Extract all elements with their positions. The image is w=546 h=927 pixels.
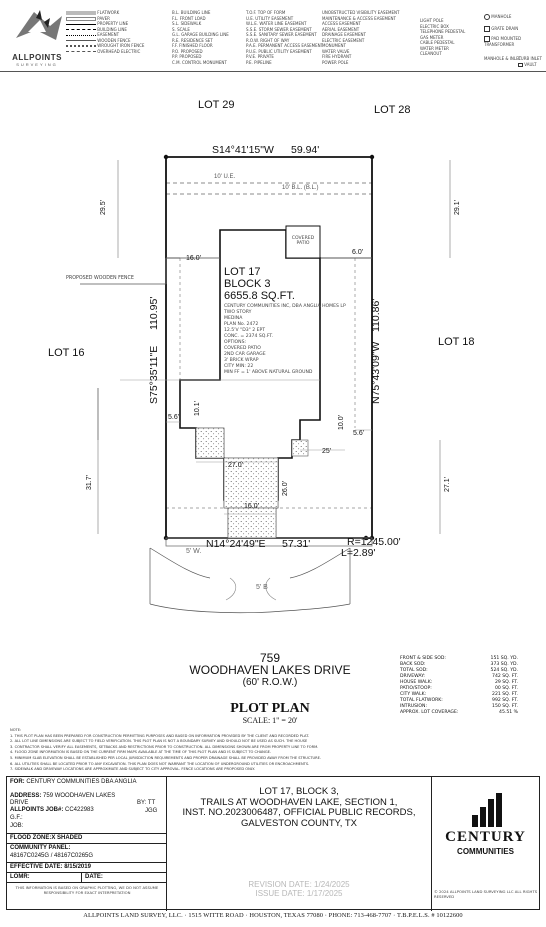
legal-description	[167, 777, 431, 911]
legal-line-2: TRAILS AT WOODHAVEN LAKE, SECTION 1,	[200, 796, 398, 808]
utility-easement-label: 10' U.E.	[214, 174, 236, 180]
century-name: CENTURY	[445, 829, 526, 845]
house-info-8: 3' BRICK WRAP	[224, 358, 259, 363]
area-row: INTRUSION: 150 SQ. FT.	[400, 704, 518, 709]
note-line: 5. MINIMUM SLAB ELEVATION SHALL BE ESTABLISHED PER LOCAL JURISDICTION REQUIREMENTS AND PROPER DRAINAGE SHALL BE PROVIDED AWAY FROM THE STRUCTURE.	[10, 755, 322, 760]
disclaimer: THIS INFORMATION IS BASED ON GRAPHIC PLOTTING, WE DO NOT ASSUME RESPONSIBILITY FOR EXACT INTERPRETATION	[15, 885, 159, 895]
legend-item: GAS METER	[420, 34, 444, 40]
note-line: 4. FLOOD ZONE INFORMATION IS BASED ON THE CURRENT FIRM MAPS AVAILABLE AT THE TIME OF THIS PLOT PLAN AND IS SUBJECT TO CHANGE.	[10, 750, 272, 755]
lot-info-block	[224, 266, 374, 376]
rear-setback-left: 29.5'	[100, 200, 107, 215]
legend-item: P.A.E. PERMANENT ACCESS EASEMENT	[246, 43, 324, 48]
left-bearing: S75°35'11"E	[148, 345, 160, 404]
job2-row: JOB:	[10, 823, 24, 829]
legend-item: G.L. GARAGE BUILDING LINE	[172, 32, 229, 37]
front-distance: 57.31'	[282, 538, 311, 550]
side-setback-16: 16.0'	[186, 255, 201, 262]
covered-patio-label: COVERED PATIO	[291, 236, 315, 246]
legend-item: TELEPHONE PEDESTAL	[420, 29, 466, 34]
dim-10-0: 10.0'	[338, 415, 345, 430]
legend-column-5	[420, 18, 480, 57]
lot-area: 6655.8 SQ.FT.	[224, 290, 295, 302]
block-number: BLOCK 3	[224, 278, 271, 290]
for-row: FOR: CENTURY COMMUNITIES DBA ANGLIA	[10, 779, 137, 785]
area-row: FRONT & SIDE SOD: 151 SQ. YD.	[400, 656, 518, 661]
side-setback-6: 6.0'	[352, 249, 364, 256]
plot-plan-scale: SCALE: 1" = 20'	[242, 716, 298, 725]
area-row: CITY WALK: 221 SQ. FT.	[400, 692, 518, 697]
right-of-way: (60' R.O.W.)	[242, 677, 298, 688]
copyright: © 2024 ALLPOINTS LAND SURVEYING LLC ALL RIGHTS RESERVED	[434, 889, 538, 899]
rear-distance: 59.94'	[291, 144, 320, 156]
area-row: DRIVEWAY: 742 SQ. FT.	[400, 674, 518, 679]
dim-25: 25'	[322, 448, 332, 455]
note-line: 2. ALL LOT LINE DIMENSIONS ARE SUBJECT TO FIELD VERIFICATION. THIS PLOT PLAN IS NOT A BOUNDARY SURVEY AND SHOULD NOT BE USED AS SUCH. THE HOUSE	[10, 739, 308, 744]
plot-plan-title: PLOT PLAN	[230, 701, 310, 716]
legend-item: B.L. BUILDING LINE	[172, 10, 211, 15]
legend-item: BUILDING LINE	[66, 27, 136, 33]
area-row: BACK SOD: 373 SQ. YD.	[400, 662, 518, 667]
legend-column-1	[66, 10, 145, 54]
legend-item: ELECTRIC BOX	[420, 23, 449, 29]
legend-item: U.E. UTILITY EASEMENT	[246, 15, 294, 21]
community-panel-value: 48167C0245G / 48167C0265G	[10, 853, 94, 859]
issue-date: ISSUE DATE: 1/17/2025	[255, 889, 343, 898]
house-info-5: OPTIONS:	[224, 340, 247, 345]
front-bearing: N14°24'49"E	[206, 538, 266, 550]
curve-length: L=2.89'	[341, 547, 376, 559]
legal-line-3: INST. NO.2023006487, OFFICIAL PUBLIC RECORDS,	[182, 807, 416, 818]
rear-setback-right: 29.1'	[454, 200, 461, 215]
legend-item: GRATE DRAIN	[484, 26, 518, 32]
dim-5-walk: 5' W.	[186, 548, 202, 555]
effective-date: EFFECTIVE DATE: 8/15/2019	[10, 864, 91, 870]
flood-zone: FLOOD ZONE:X SHADED	[10, 835, 83, 841]
area-row: APPROX. LOT COVERAGE: 45.51 %	[400, 710, 518, 715]
legend-item: OVERHEAD ELECTRIC	[66, 49, 136, 55]
dim-27-1: 27.1'	[444, 477, 451, 492]
dim-31-7: 31.7'	[86, 475, 93, 490]
dim-10-1: 10.1'	[194, 401, 201, 416]
legend-item: P.E. PIPELINE	[246, 59, 272, 65]
legend-item: MANHOLE & INLET	[484, 56, 522, 61]
rear-bearing: S14°41'15"W	[212, 144, 274, 156]
legend-item: PAD MOUNTED TRANSFORMER	[484, 36, 522, 47]
street-name: WOODHAVEN LAKES DRIVE	[189, 663, 351, 677]
company-footer: ALLPOINTS LAND SURVEY, LLC. · 1515 WITTE ROAD · HOUSTON, TEXAS 77080 · PHONE: 713-468-7707 · T.B.P.E.L.S. # 10122600	[83, 912, 463, 919]
legend-item: CURB INLET	[518, 56, 542, 61]
legend-item: W.L.E. WATER LINE EASEMENT	[246, 21, 307, 26]
legend-item: WROUGHT IRON FENCE	[66, 43, 136, 49]
allpoints-logo-icon	[6, 8, 68, 48]
legend-item: WOODEN FENCE	[66, 38, 136, 44]
lomr-date: DATE:	[85, 874, 103, 880]
by-row: BY: TT	[137, 800, 156, 806]
legend-item: WATER METER	[420, 45, 449, 51]
house-info-6: COVERED PATIO	[224, 346, 261, 351]
legend-item: S.L. SIDEWALK	[172, 21, 202, 26]
legend-item: P.O. PROPOSED	[172, 48, 203, 54]
legend-item: P.P. PROPOSED	[172, 54, 202, 59]
legend-item: ACCESS EASEMENT	[322, 21, 361, 26]
house-info-9: CITY MIN: 22	[224, 364, 254, 369]
lomr: LOMR:	[10, 874, 30, 880]
dim-26-0: 26.0'	[282, 481, 289, 496]
house-info-1: MEDINA	[224, 316, 243, 321]
area-row: TOTAL FLATWORK: 992 SQ. FT.	[400, 698, 518, 703]
legal-line-1: LOT 17, BLOCK 3,	[259, 786, 339, 797]
legend-item: S.S.E. SANITARY SEWER EASEMENT	[246, 32, 317, 37]
legend-item: S.S.E. STORM SEWER EASEMENT	[246, 26, 312, 32]
legend-item: FIRE HYDRANT	[322, 54, 352, 59]
century-building-icon	[468, 793, 504, 827]
legend-item: CABLE PEDESTAL	[420, 40, 455, 45]
logo-name: ALLPOINTS	[12, 53, 62, 62]
title-block	[6, 776, 540, 910]
legend-column-4	[322, 10, 418, 65]
dim-27-0: 27.0'	[228, 462, 243, 469]
lot-29-label: LOT 29	[198, 99, 235, 111]
note-line: 7. SIDEWALK AND DRIVEWAY LOCATIONS ARE APPROXIMATE AND SUBJECT TO CITY APPROVAL. FENCE LOCATIONS ARE PROPOSED ONLY.	[10, 767, 255, 772]
builder-name: CENTURY COMMUNITIES INC, DBA ANGLIA HOMES LP	[224, 304, 346, 309]
area-row: HOUSE WALK: 29 SQ. FT.	[400, 680, 518, 685]
lot-number: LOT 17	[224, 266, 261, 278]
legend-column-3	[246, 10, 324, 65]
street-number: 759	[259, 651, 281, 665]
revision-date: REVISION DATE: 1/24/2025	[248, 880, 350, 889]
header-legend	[0, 0, 546, 72]
legend-item: PAVER	[66, 16, 136, 22]
legend-item: DRAINAGE EASEMENT	[322, 32, 366, 37]
allpoints-logo	[6, 8, 68, 67]
legend-item: S. SCALE	[172, 26, 190, 32]
legend-item: LIGHT POLE	[420, 18, 444, 23]
lot-28-label: LOT 28	[374, 104, 411, 116]
legend-item: MAINTENANCE & ACCESS EASEMENT	[322, 15, 396, 21]
legend-item: AERIAL EASEMENT	[322, 26, 360, 32]
legend-item: UNOBSTRUCTED VISIBILITY EASEMENT	[322, 10, 400, 15]
street-address	[160, 652, 380, 689]
checker: JGG	[145, 808, 158, 814]
legend-item: P.V.E. PRIVATE	[246, 54, 274, 59]
note-line: 6. ALL UTILITIES SHALL BE LOCATED PRIOR TO ANY EXCAVATION. THIS PLAN DOES NOT WARRANT THE LOCATION OF UNDERGROUND UTILITIES OR ENCROACHMENTS.	[10, 761, 310, 766]
legend-item: POWER POLE	[322, 59, 349, 65]
house-info-4: CONC. = 2374 SQ.FT.	[224, 334, 274, 339]
grate-drain-icon	[484, 26, 490, 32]
logo-sub: SURVEYING	[16, 62, 58, 67]
note-line: NOTE:	[10, 728, 22, 732]
address-row: ADDRESS: 759 WOODHAVEN LAKES DRIVE	[10, 793, 116, 806]
legend-item: MONUMENT	[322, 43, 346, 48]
house-info-0: TWO STORY	[224, 310, 252, 315]
area-row: TOTAL SOD: 524 SQ. YD.	[400, 668, 518, 673]
job-number-row: ALLPOINTS JOB#: CC422983	[10, 807, 94, 813]
legend-item: ELECTRIC EASEMENT	[322, 37, 365, 43]
century-sub: COMMUNITIES	[457, 847, 514, 856]
dim-16-0: 16.0'	[244, 503, 259, 510]
general-notes	[10, 728, 536, 773]
century-logo	[431, 777, 539, 911]
legend-item: F.F. FINISHED FLOOR	[172, 43, 213, 48]
dim-5-back: 5' B	[256, 584, 268, 591]
right-distance: 110.86'	[370, 298, 382, 332]
legend-item: F.L. FRONT LOAD	[172, 15, 206, 21]
vault-icon	[518, 63, 523, 67]
legend-symbols	[484, 8, 542, 68]
note-line: 3. CONTRACTOR SHALL VERIFY ALL EASEMENTS, SETBACKS AND RESTRICTIONS PRIOR TO CONSTRUCTION. ALL DIMENSIONS SHOWN ARE FROM PROPERTY LINE TO FORM.	[10, 744, 319, 749]
manhole-icon	[484, 14, 490, 20]
right-bearing: N75°43'09"W	[370, 341, 382, 404]
area-row: PATIO/STOOP: 00 SQ. FT.	[400, 686, 518, 691]
legend-item: MANHOLE	[484, 14, 511, 20]
proposed-fence-label: PROPOSED WOODEN FENCE	[66, 276, 134, 281]
left-distance: 110.95'	[148, 296, 160, 330]
legend-item: C.M. CONTROL MONUMENT	[172, 59, 227, 65]
note-line: 1. THIS PLOT PLAN HAS BEEN PREPARED FOR CONSTRUCTION PERMITTING PURPOSES AND BASED ON INFORMATION PROVIDED BY THE CLIENT AND RECORDED PLAT.	[10, 733, 310, 738]
lot-16-label: LOT 16	[48, 347, 85, 359]
dim-5-6-right: 5.6'	[353, 430, 365, 437]
legend-item: WATER VALVE	[322, 48, 350, 54]
legend-item: CLEANOUT	[420, 51, 442, 56]
building-line-label: 10' B.L. (B.L.)	[282, 185, 319, 191]
house-info-7: 2ND CAR GARAGE	[224, 352, 266, 357]
gf-row: G.F.:	[10, 815, 23, 821]
legend-item: VAULT	[518, 62, 537, 67]
legend-column-2	[172, 10, 242, 65]
job-info	[7, 777, 167, 911]
legend-item: FLATWORK	[66, 10, 136, 16]
legend-item: P.U.E. PUBLIC UTILITY EASEMENT	[246, 48, 312, 54]
legend-item: EASEMENT	[66, 32, 136, 38]
dim-5-6-left: 5.6'	[168, 414, 180, 421]
area-summary	[400, 656, 518, 716]
legend-item: PROPERTY LINE	[66, 21, 136, 27]
legend-item: R.E. RESIDENCE SET	[172, 37, 213, 43]
house-info-3: 12.5'V "D3" 2 EPT	[224, 328, 266, 333]
lot-18-label: LOT 18	[438, 336, 475, 348]
house-info-2: PLAN No. 2472	[224, 322, 259, 327]
curve-radius: R=1245.00'	[347, 536, 401, 548]
community-panel-label: COMMUNITY PANEL:	[10, 845, 71, 851]
legend-item: T.O.F. TOP OF FORM	[246, 10, 286, 15]
legend-item: R.O.W. RIGHT OF WAY	[246, 37, 290, 43]
house-info-10: MIN FF = 1' ABOVE NATURAL GROUND	[224, 370, 313, 375]
legal-line-4: GALVESTON COUNTY, TX	[241, 817, 357, 829]
